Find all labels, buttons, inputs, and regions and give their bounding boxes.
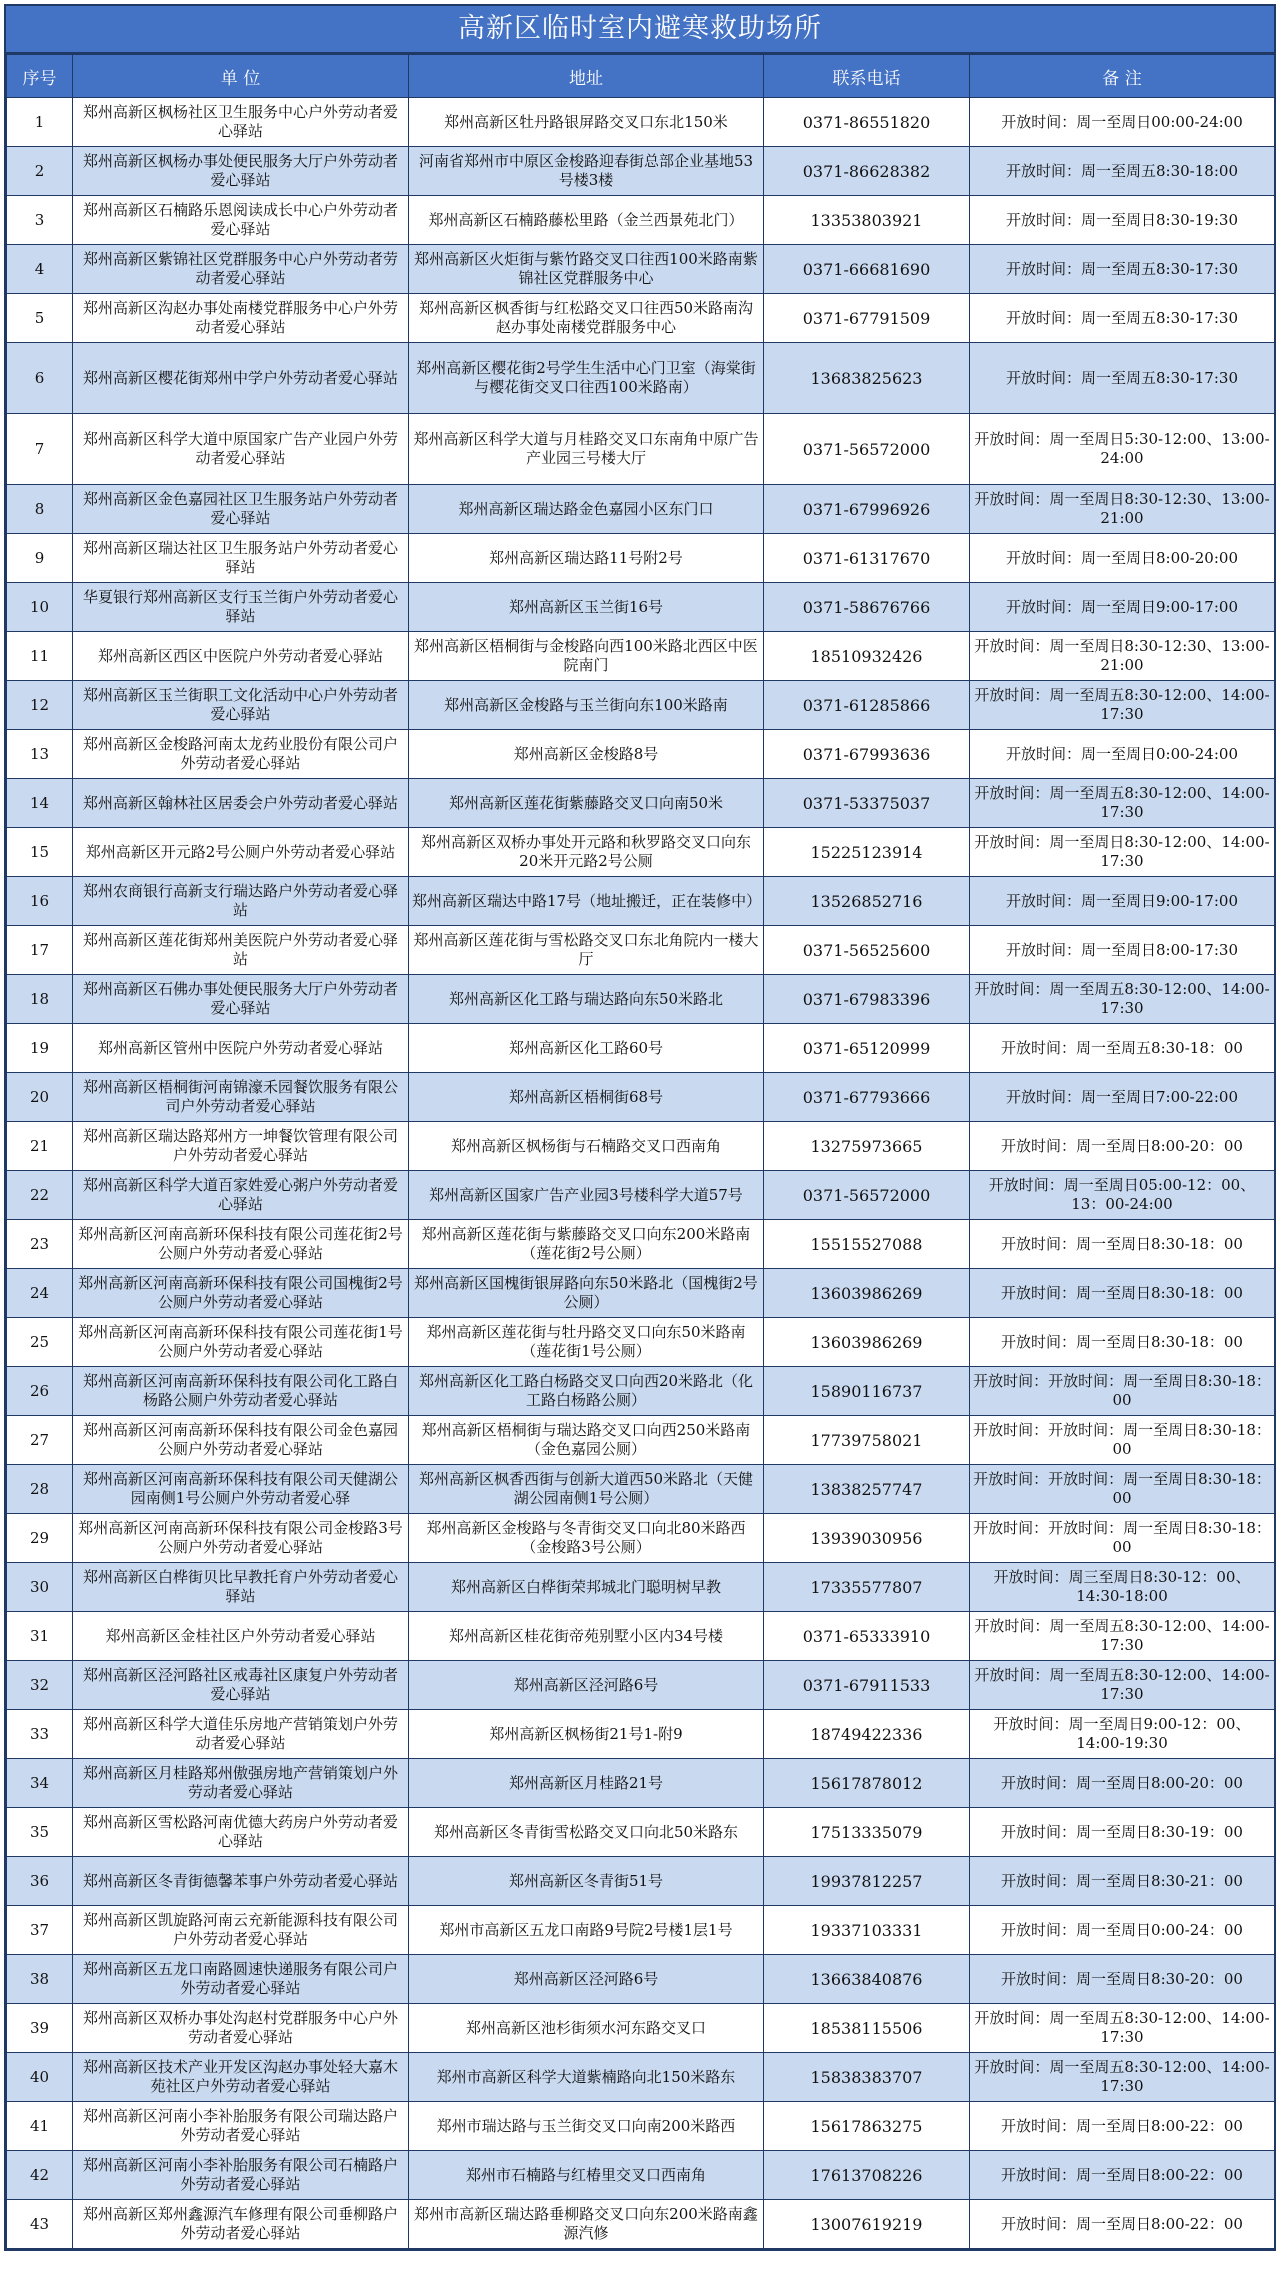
cell-note: 开放时间：周一至周五8:30-12:00、14:00-17:30 [970,1612,1275,1661]
cell-unit: 郑州高新区月桂路郑州傲强房地产营销策划户外劳动者爱心驿站 [73,1759,409,1808]
table-row [7,1367,1275,1416]
cell-note: 开放时间：周一至周日0:00-24:00 [970,730,1275,779]
cell-address: 郑州高新区梧桐街68号 [409,1073,764,1122]
cell-note: 开放时间：周一至周日8:30-19：00 [970,1808,1275,1857]
cell-address: 郑州高新区梧桐街与金梭路向西100米路北西区中医院南门 [409,632,764,681]
cell-unit: 郑州高新区石楠路乐恩阅读成长中心户外劳动者爱心驿站 [73,196,409,245]
cell-phone: 18510932426 [764,632,970,681]
cell-no: 29 [7,1514,73,1563]
cell-no: 6 [7,343,73,414]
cell-phone: 13603986269 [764,1269,970,1318]
cell-phone: 15838383707 [764,2053,970,2102]
cell-address: 郑州高新区冬青街雪松路交叉口向北50米路东 [409,1808,764,1857]
cell-unit: 郑州高新区河南高新环保科技有限公司国槐街2号公厕户外劳动者爱心驿站 [73,1269,409,1318]
cell-phone: 17613708226 [764,2151,970,2200]
cell-address: 郑州高新区枫杨街与石楠路交叉口西南角 [409,1122,764,1171]
cell-unit: 郑州高新区紫锦社区党群服务中心户外劳动者劳动者爱心驿站 [73,245,409,294]
cell-unit: 郑州高新区五龙口南路圆速快递服务有限公司户外劳动者爱心驿站 [73,1955,409,2004]
cell-no: 8 [7,485,73,534]
cell-note: 开放时间：周一至周日8:00-20:00 [970,534,1275,583]
cell-unit: 郑州高新区枫杨社区卫生服务中心户外劳动者爱心驿站 [73,98,409,147]
table-row [7,1024,1275,1073]
cell-note: 开放时间：周一至周五8:30-12:00、14:00-17:30 [970,1661,1275,1710]
cell-phone: 0371-67793666 [764,1073,970,1122]
cell-phone: 13353803921 [764,196,970,245]
table-row [7,2200,1275,2249]
cell-note: 开放时间：周一至周日8:30-12:30、13:00-21:00 [970,632,1275,681]
cell-address: 郑州高新区梧桐街与瑞达路交叉口向西250米路南（金色嘉园公厕） [409,1416,764,1465]
cell-no: 28 [7,1465,73,1514]
cell-address: 郑州高新区科学大道与月桂路交叉口东南角中原广告产业园三号楼大厅 [409,414,764,485]
cell-note: 开放时间：周一至周日8:00-22：00 [970,2102,1275,2151]
table-row [7,828,1275,877]
cell-no: 26 [7,1367,73,1416]
cell-address: 郑州高新区金梭路与冬青街交叉口向北80米路西（金梭路3号公厕） [409,1514,764,1563]
cell-phone: 0371-67996926 [764,485,970,534]
table-row [7,1318,1275,1367]
cell-note: 开放时间：周一至周五8:30-17:30 [970,343,1275,414]
cell-no: 27 [7,1416,73,1465]
cell-note: 开放时间：开放时间：周一至周日8:30-18：00 [970,1367,1275,1416]
cell-address: 郑州高新区樱花街2号学生生活中心门卫室（海棠街与樱花街交叉口往西100米路南） [409,343,764,414]
cell-note: 开放时间：开放时间：周一至周日8:30-18：00 [970,1416,1275,1465]
cell-phone: 13939030956 [764,1514,970,1563]
cell-no: 19 [7,1024,73,1073]
cell-note: 开放时间：周一至周日8:30-12:30、13:00-21:00 [970,485,1275,534]
table-row [7,926,1275,975]
cell-no: 18 [7,975,73,1024]
table-row [7,779,1275,828]
table-row [7,343,1275,414]
cell-no: 43 [7,2200,73,2249]
table-row [7,583,1275,632]
cell-no: 30 [7,1563,73,1612]
table-row [7,414,1275,485]
cell-note: 开放时间：周一至周日8:30-18：00 [970,1269,1275,1318]
cell-address: 郑州高新区国家广告产业园3号楼科学大道57号 [409,1171,764,1220]
cell-address: 郑州高新区双桥办事处开元路和秋罗路交叉口向东20米开元路2号公厕 [409,828,764,877]
cell-note: 开放时间：周一至周日8:30-12:00、14:00-17:30 [970,828,1275,877]
header-unit: 单 位 [73,55,409,98]
table-row [7,1073,1275,1122]
cell-no: 31 [7,1612,73,1661]
cell-phone: 0371-67983396 [764,975,970,1024]
cell-address: 郑州高新区池杉街须水河东路交叉口 [409,2004,764,2053]
cell-phone: 13275973665 [764,1122,970,1171]
cell-address: 郑州高新区石楠路藤松里路（金兰西景苑北门） [409,196,764,245]
cell-unit: 郑州高新区枫杨办事处便民服务大厅户外劳动者爱心驿站 [73,147,409,196]
cell-no: 5 [7,294,73,343]
cell-address: 郑州高新区莲花街与紫藤路交叉口向东200米路南（莲花街2号公厕） [409,1220,764,1269]
cell-unit: 郑州高新区河南高新环保科技有限公司金色嘉园公厕户外劳动者爱心驿站 [73,1416,409,1465]
cell-note: 开放时间：周三至周日8:30-12：00、14:30-18:00 [970,1563,1275,1612]
cell-note: 开放时间：周一至周五8:30-12:00、14:00-17:30 [970,2053,1275,2102]
cell-phone: 15617878012 [764,1759,970,1808]
cell-address: 郑州高新区瑞达路金色嘉园小区东门口 [409,485,764,534]
cell-phone: 15890116737 [764,1367,970,1416]
cell-address: 郑州高新区枫杨街21号1-附9 [409,1710,764,1759]
cell-unit: 郑州高新区河南高新环保科技有限公司莲花街1号公厕户外劳动者爱心驿站 [73,1318,409,1367]
cell-note: 开放时间：周一至周五8:30-18:00 [970,147,1275,196]
cell-unit: 郑州高新区西区中医院户外劳动者爱心驿站 [73,632,409,681]
table-row [7,2004,1275,2053]
cell-note: 开放时间：周一至周日9:00-17:00 [970,877,1275,926]
cell-no: 1 [7,98,73,147]
table-row [7,975,1275,1024]
cell-phone: 0371-61317670 [764,534,970,583]
cell-phone: 0371-86551820 [764,98,970,147]
cell-no: 24 [7,1269,73,1318]
cell-no: 32 [7,1661,73,1710]
cell-no: 34 [7,1759,73,1808]
cell-phone: 0371-67791509 [764,294,970,343]
cell-note: 开放时间：周一至周五8:30-12:00、14:00-17:30 [970,681,1275,730]
cell-unit: 郑州高新区泾河路社区戒毒社区康复户外劳动者爱心驿站 [73,1661,409,1710]
header-phone: 联系电话 [764,55,970,98]
cell-phone: 0371-56572000 [764,1171,970,1220]
cell-phone: 18538115506 [764,2004,970,2053]
cell-phone: 0371-86628382 [764,147,970,196]
cell-no: 20 [7,1073,73,1122]
cell-phone: 15515527088 [764,1220,970,1269]
cell-unit: 郑州高新区雪松路河南优德大药房户外劳动者爱心驿站 [73,1808,409,1857]
cell-address: 郑州高新区月桂路21号 [409,1759,764,1808]
table-row [7,98,1275,147]
cell-address: 郑州高新区火炬街与紫竹路交叉口往西100米路南紫锦社区党群服务中心 [409,245,764,294]
cell-no: 16 [7,877,73,926]
cell-address: 郑州市瑞达路与玉兰街交叉口向南200米路西 [409,2102,764,2151]
cell-phone: 19337103331 [764,1906,970,1955]
cell-phone: 0371-66681690 [764,245,970,294]
table-row [7,1857,1275,1906]
cell-note: 开放时间：周一至周五8:30-17:30 [970,245,1275,294]
table-row [7,1906,1275,1955]
cell-phone: 17739758021 [764,1416,970,1465]
cell-note: 开放时间：周一至周日9:00-17:00 [970,583,1275,632]
cell-no: 36 [7,1857,73,1906]
cell-unit: 郑州高新区玉兰街职工文化活动中心户外劳动者爱心驿站 [73,681,409,730]
cell-no: 7 [7,414,73,485]
cell-address: 郑州高新区莲花街与牡丹路交叉口向东50米路南（莲花街1号公厕） [409,1318,764,1367]
cell-no: 17 [7,926,73,975]
cell-unit: 郑州高新区管州中医院户外劳动者爱心驿站 [73,1024,409,1073]
table-row [7,485,1275,534]
cell-note: 开放时间：开放时间：周一至周日8:30-18：00 [970,1514,1275,1563]
table-row [7,1808,1275,1857]
cell-note: 开放时间：周一至周日8:30-18：00 [970,1220,1275,1269]
table-row [7,1563,1275,1612]
cell-note: 开放时间：周一至周五8:30-12:00、14:00-17:30 [970,975,1275,1024]
cell-note: 开放时间：开放时间：周一至周日8:30-18：00 [970,1465,1275,1514]
cell-note: 开放时间：周一至周日8:30-18：00 [970,1318,1275,1367]
cell-address: 郑州高新区金梭路与玉兰街向东100米路南 [409,681,764,730]
cell-unit: 郑州高新区河南高新环保科技有限公司金梭路3号公厕户外劳动者爱心驿站 [73,1514,409,1563]
cell-address: 郑州高新区金梭路8号 [409,730,764,779]
table-row [7,1514,1275,1563]
cell-unit: 郑州高新区瑞达路郑州方一坤餐饮管理有限公司户外劳动者爱心驿站 [73,1122,409,1171]
cell-no: 10 [7,583,73,632]
cell-no: 35 [7,1808,73,1857]
cell-phone: 13603986269 [764,1318,970,1367]
cell-phone: 19937812257 [764,1857,970,1906]
table-row [7,632,1275,681]
cell-unit: 郑州高新区金梭路河南太龙药业股份有限公司户外劳动者爱心驿站 [73,730,409,779]
table-title: 高新区临时室内避寒救助场所 [6,6,1274,54]
cell-unit: 郑州高新区科学大道中原国家广告产业园户外劳动者爱心驿站 [73,414,409,485]
cell-no: 23 [7,1220,73,1269]
cell-address: 郑州高新区瑞达中路17号（地址搬迁，正在装修中） [409,877,764,926]
cell-note: 开放时间：周一至周日8:30-19:30 [970,196,1275,245]
cell-note: 开放时间：周一至周日7:00-22:00 [970,1073,1275,1122]
table-row [7,681,1275,730]
cell-phone: 0371-53375037 [764,779,970,828]
table-row [7,730,1275,779]
cell-phone: 15225123914 [764,828,970,877]
cell-address: 郑州市石楠路与红椿里交叉口西南角 [409,2151,764,2200]
cell-unit: 郑州高新区河南高新环保科技有限公司天健湖公园南侧1号公厕户外劳动者爱心驿 [73,1465,409,1514]
cell-no: 15 [7,828,73,877]
table-row [7,2053,1275,2102]
cell-no: 25 [7,1318,73,1367]
cell-address: 郑州高新区化工路白杨路交叉口向西20米路北（化工路白杨路公厕） [409,1367,764,1416]
table-row [7,1465,1275,1514]
cell-unit: 郑州高新区凯旋路河南云充新能源科技有限公司户外劳动者爱心驿站 [73,1906,409,1955]
cell-address: 郑州高新区莲花街紫藤路交叉口向南50米 [409,779,764,828]
table-body [7,98,1275,2249]
cell-phone: 0371-56525600 [764,926,970,975]
table-row [7,1220,1275,1269]
cell-unit: 郑州高新区双桥办事处沟赵村党群服务中心户外劳动者爱心驿站 [73,2004,409,2053]
cell-phone: 0371-56572000 [764,414,970,485]
cell-no: 38 [7,1955,73,2004]
cell-no: 9 [7,534,73,583]
table-row [7,1612,1275,1661]
cell-no: 41 [7,2102,73,2151]
cell-unit: 郑州高新区开元路2号公厕户外劳动者爱心驿站 [73,828,409,877]
cell-address: 郑州高新区化工路与瑞达路向东50米路北 [409,975,764,1024]
cell-phone: 13526852716 [764,877,970,926]
cell-note: 开放时间：周一至周日8:00-20：00 [970,1122,1275,1171]
cell-address: 郑州高新区化工路60号 [409,1024,764,1073]
cell-no: 2 [7,147,73,196]
cell-phone: 0371-67911533 [764,1661,970,1710]
header-no: 序号 [7,55,73,98]
cell-address: 郑州高新区泾河路6号 [409,1955,764,2004]
cell-unit: 华夏银行郑州高新区支行玉兰街户外劳动者爱心驿站 [73,583,409,632]
header-note: 备 注 [970,55,1275,98]
cell-no: 21 [7,1122,73,1171]
cell-note: 开放时间：周一至周五8:30-18：00 [970,1024,1275,1073]
cell-phone: 0371-58676766 [764,583,970,632]
cell-unit: 郑州高新区河南小李补胎服务有限公司瑞达路户外劳动者爱心驿站 [73,2102,409,2151]
table-sheet [4,4,1276,2251]
cell-unit: 郑州高新区河南高新环保科技有限公司莲花街2号公厕户外劳动者爱心驿站 [73,1220,409,1269]
cell-address: 郑州高新区瑞达路11号附2号 [409,534,764,583]
cell-phone: 13663840876 [764,1955,970,2004]
table-row [7,1171,1275,1220]
cell-unit: 郑州高新区河南高新环保科技有限公司化工路白杨路公厕户外劳动者爱心驿站 [73,1367,409,1416]
cell-no: 4 [7,245,73,294]
cell-no: 13 [7,730,73,779]
cell-unit: 郑州高新区冬青街德馨苯事户外劳动者爱心驿站 [73,1857,409,1906]
cell-address: 郑州高新区国槐街银屏路向东50米路北（国槐街2号公厕） [409,1269,764,1318]
cell-address: 郑州高新区牡丹路银屏路交叉口东北150米 [409,98,764,147]
table-row [7,1416,1275,1465]
table-row [7,1269,1275,1318]
cell-phone: 0371-61285866 [764,681,970,730]
cell-phone: 18749422336 [764,1710,970,1759]
cell-note: 开放时间：周一至周日05:00-12：00、13：00-24:00 [970,1171,1275,1220]
cell-unit: 郑州高新区沟赵办事处南楼党群服务中心户外劳动者爱心驿站 [73,294,409,343]
cell-unit: 郑州高新区金桂社区户外劳动者爱心驿站 [73,1612,409,1661]
cell-address: 郑州高新区白桦街荣邦城北门聪明树早教 [409,1563,764,1612]
cell-unit: 郑州高新区瑞达社区卫生服务站户外劳动者爱心驿站 [73,534,409,583]
cell-unit: 郑州高新区技术产业开发区沟赵办事处轻大嘉木苑社区户外劳动者爱心驿站 [73,2053,409,2102]
header-address: 地址 [409,55,764,98]
table-row [7,534,1275,583]
cell-note: 开放时间：周一至周日8:30-21：00 [970,1857,1275,1906]
cell-unit: 郑州农商银行高新支行瑞达路户外劳动者爱心驿站 [73,877,409,926]
cell-note: 开放时间：周一至周日8:00-22：00 [970,2200,1275,2249]
cell-phone: 13838257747 [764,1465,970,1514]
cell-unit: 郑州高新区河南小李补胎服务有限公司石楠路户外劳动者爱心驿站 [73,2151,409,2200]
table-row [7,2151,1275,2200]
cell-address: 郑州高新区桂花街帝苑别墅小区内34号楼 [409,1612,764,1661]
cell-no: 42 [7,2151,73,2200]
cell-note: 开放时间：周一至周日0:00-24：00 [970,1906,1275,1955]
cell-unit: 郑州高新区翰林社区居委会户外劳动者爱心驿站 [73,779,409,828]
cell-address: 郑州市高新区科学大道紫楠路向北150米路东 [409,2053,764,2102]
cell-phone: 13683825623 [764,343,970,414]
cell-note: 开放时间：周一至周五8:30-17:30 [970,294,1275,343]
cell-no: 14 [7,779,73,828]
shelter-table [6,54,1275,2249]
table-row [7,1122,1275,1171]
cell-phone: 17335577807 [764,1563,970,1612]
cell-phone: 0371-65120999 [764,1024,970,1073]
cell-no: 40 [7,2053,73,2102]
cell-unit: 郑州高新区莲花街郑州美医院户外劳动者爱心驿站 [73,926,409,975]
cell-unit: 郑州高新区梧桐街河南锦濠禾园餐饮服务有限公司户外劳动者爱心驿站 [73,1073,409,1122]
cell-address: 河南省郑州市中原区金梭路迎春街总部企业基地53号楼3楼 [409,147,764,196]
cell-unit: 郑州高新区郑州鑫源汽车修理有限公司垂柳路户外劳动者爱心驿站 [73,2200,409,2249]
table-row [7,1710,1275,1759]
cell-address: 郑州高新区泾河路6号 [409,1661,764,1710]
cell-address: 郑州高新区玉兰街16号 [409,583,764,632]
cell-phone: 0371-67993636 [764,730,970,779]
cell-address: 郑州市高新区瑞达路垂柳路交叉口向东200米路南鑫源汽修 [409,2200,764,2249]
table-row [7,147,1275,196]
table-row [7,294,1275,343]
table-row [7,2102,1275,2151]
cell-phone: 0371-65333910 [764,1612,970,1661]
cell-phone: 13007619219 [764,2200,970,2249]
cell-note: 开放时间：周一至周日8:00-17:30 [970,926,1275,975]
cell-note: 开放时间：周一至周五8:30-12:00、14:00-17:30 [970,2004,1275,2053]
cell-phone: 17513335079 [764,1808,970,1857]
table-row [7,877,1275,926]
cell-unit: 郑州高新区金色嘉园社区卫生服务站户外劳动者爱心驿站 [73,485,409,534]
header-row [7,55,1275,98]
table-row [7,1955,1275,2004]
cell-address: 郑州高新区枫香西街与创新大道西50米路北（天健湖公园南侧1号公厕） [409,1465,764,1514]
table-row [7,245,1275,294]
cell-unit: 郑州高新区樱花街郑州中学户外劳动者爱心驿站 [73,343,409,414]
cell-no: 37 [7,1906,73,1955]
cell-address: 郑州高新区莲花街与雪松路交叉口东北角院内一楼大厅 [409,926,764,975]
cell-no: 12 [7,681,73,730]
cell-note: 开放时间：周一至周日8:00-20：00 [970,1759,1275,1808]
cell-note: 开放时间：周一至周日5:30-12:00、13:00-24:00 [970,414,1275,485]
cell-phone: 15617863275 [764,2102,970,2151]
cell-note: 开放时间：周一至周日8:30-20：00 [970,1955,1275,2004]
cell-unit: 郑州高新区白桦街贝比早教托育户外劳动者爱心驿站 [73,1563,409,1612]
table-row [7,1661,1275,1710]
cell-no: 33 [7,1710,73,1759]
cell-note: 开放时间：周一至周日9:00-12：00、14:00-19:30 [970,1710,1275,1759]
cell-note: 开放时间：周一至周日8:00-22：00 [970,2151,1275,2200]
cell-unit: 郑州高新区科学大道百家姓爱心粥户外劳动者爱心驿站 [73,1171,409,1220]
cell-address: 郑州高新区冬青街51号 [409,1857,764,1906]
cell-note: 开放时间：周一至周五8:30-12:00、14:00-17:30 [970,779,1275,828]
cell-no: 39 [7,2004,73,2053]
cell-no: 11 [7,632,73,681]
cell-unit: 郑州高新区科学大道佳乐房地产营销策划户外劳动者爱心驿站 [73,1710,409,1759]
cell-address: 郑州高新区枫香街与红松路交叉口往西50米路南沟赵办事处南楼党群服务中心 [409,294,764,343]
cell-note: 开放时间：周一至周日00:00-24:00 [970,98,1275,147]
cell-unit: 郑州高新区石佛办事处便民服务大厅户外劳动者爱心驿站 [73,975,409,1024]
table-row [7,1759,1275,1808]
table-row [7,196,1275,245]
cell-no: 22 [7,1171,73,1220]
cell-address: 郑州市高新区五龙口南路9号院2号楼1层1号 [409,1906,764,1955]
cell-no: 3 [7,196,73,245]
